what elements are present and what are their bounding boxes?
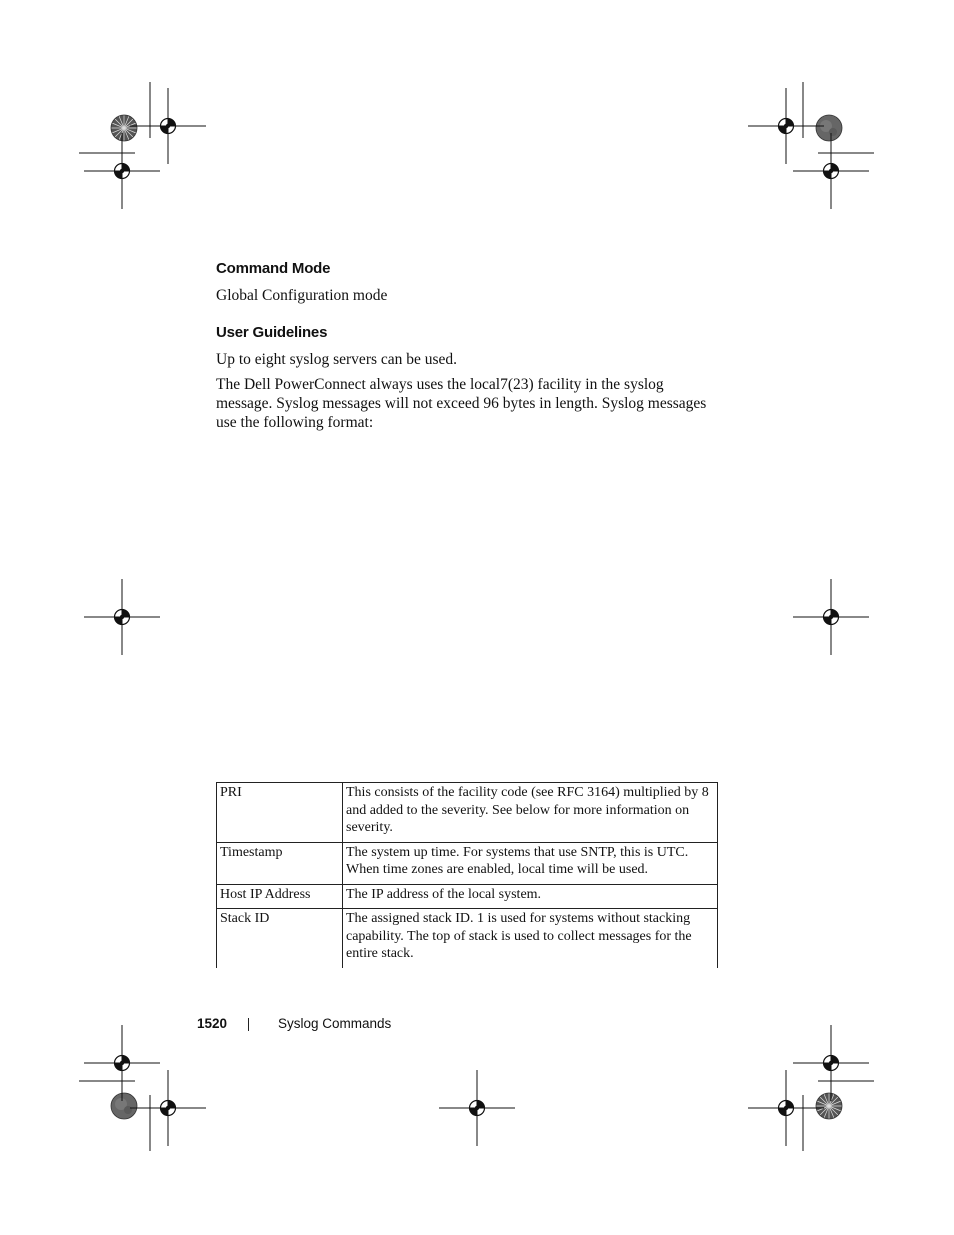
guideline-paragraph-1: Up to eight syslog servers can be used.	[216, 351, 458, 368]
field-name-cell: Stack ID	[217, 909, 343, 968]
field-description-cell: The IP address of the local system.	[343, 884, 718, 909]
field-name-cell: PRI	[217, 783, 343, 843]
crop-mark-top-right	[748, 82, 874, 209]
guideline-paragraph-2: The Dell PowerConnect always uses the local7(23) facility in the syslog message. Syslog messages will not exceed 96 bytes in length. Syslog messages use the following format:	[216, 376, 707, 431]
user-guidelines-heading: User Guidelines	[216, 324, 328, 341]
field-name-cell: Host IP Address	[217, 884, 343, 909]
footer-divider	[248, 1018, 249, 1031]
crop-mark-top-left	[79, 82, 206, 209]
table-row	[217, 884, 718, 909]
crop-mark-bottom-center	[439, 1070, 515, 1146]
field-description-cell: The assigned stack ID. 1 is used for systems without stacking capability. The top of stack is used to collect messages for the entire stack.	[343, 909, 718, 968]
page-number: 1520	[197, 1016, 228, 1031]
field-description-cell: This consists of the facility code (see RFC 3164) multiplied by 8 and added to the severity. See below for more information on severity.	[343, 783, 718, 843]
crop-mark-bottom-right	[748, 1025, 874, 1151]
crop-mark-mid-right	[793, 579, 869, 655]
field-name-cell: Timestamp	[217, 842, 343, 884]
table-row	[217, 783, 718, 843]
crop-mark-bottom-left	[79, 1025, 206, 1151]
command-mode-text: Global Configuration mode	[216, 287, 388, 304]
crop-mark-mid-left	[84, 579, 160, 655]
command-mode-heading: Command Mode	[216, 260, 331, 277]
table-row	[217, 909, 718, 968]
table-row	[217, 842, 718, 884]
syslog-format-table	[216, 782, 718, 968]
footer-section-title: Syslog Commands	[278, 1016, 392, 1031]
field-description-cell: The system up time. For systems that use SNTP, this is UTC. When time zones are enabled, local time will be used.	[343, 842, 718, 884]
